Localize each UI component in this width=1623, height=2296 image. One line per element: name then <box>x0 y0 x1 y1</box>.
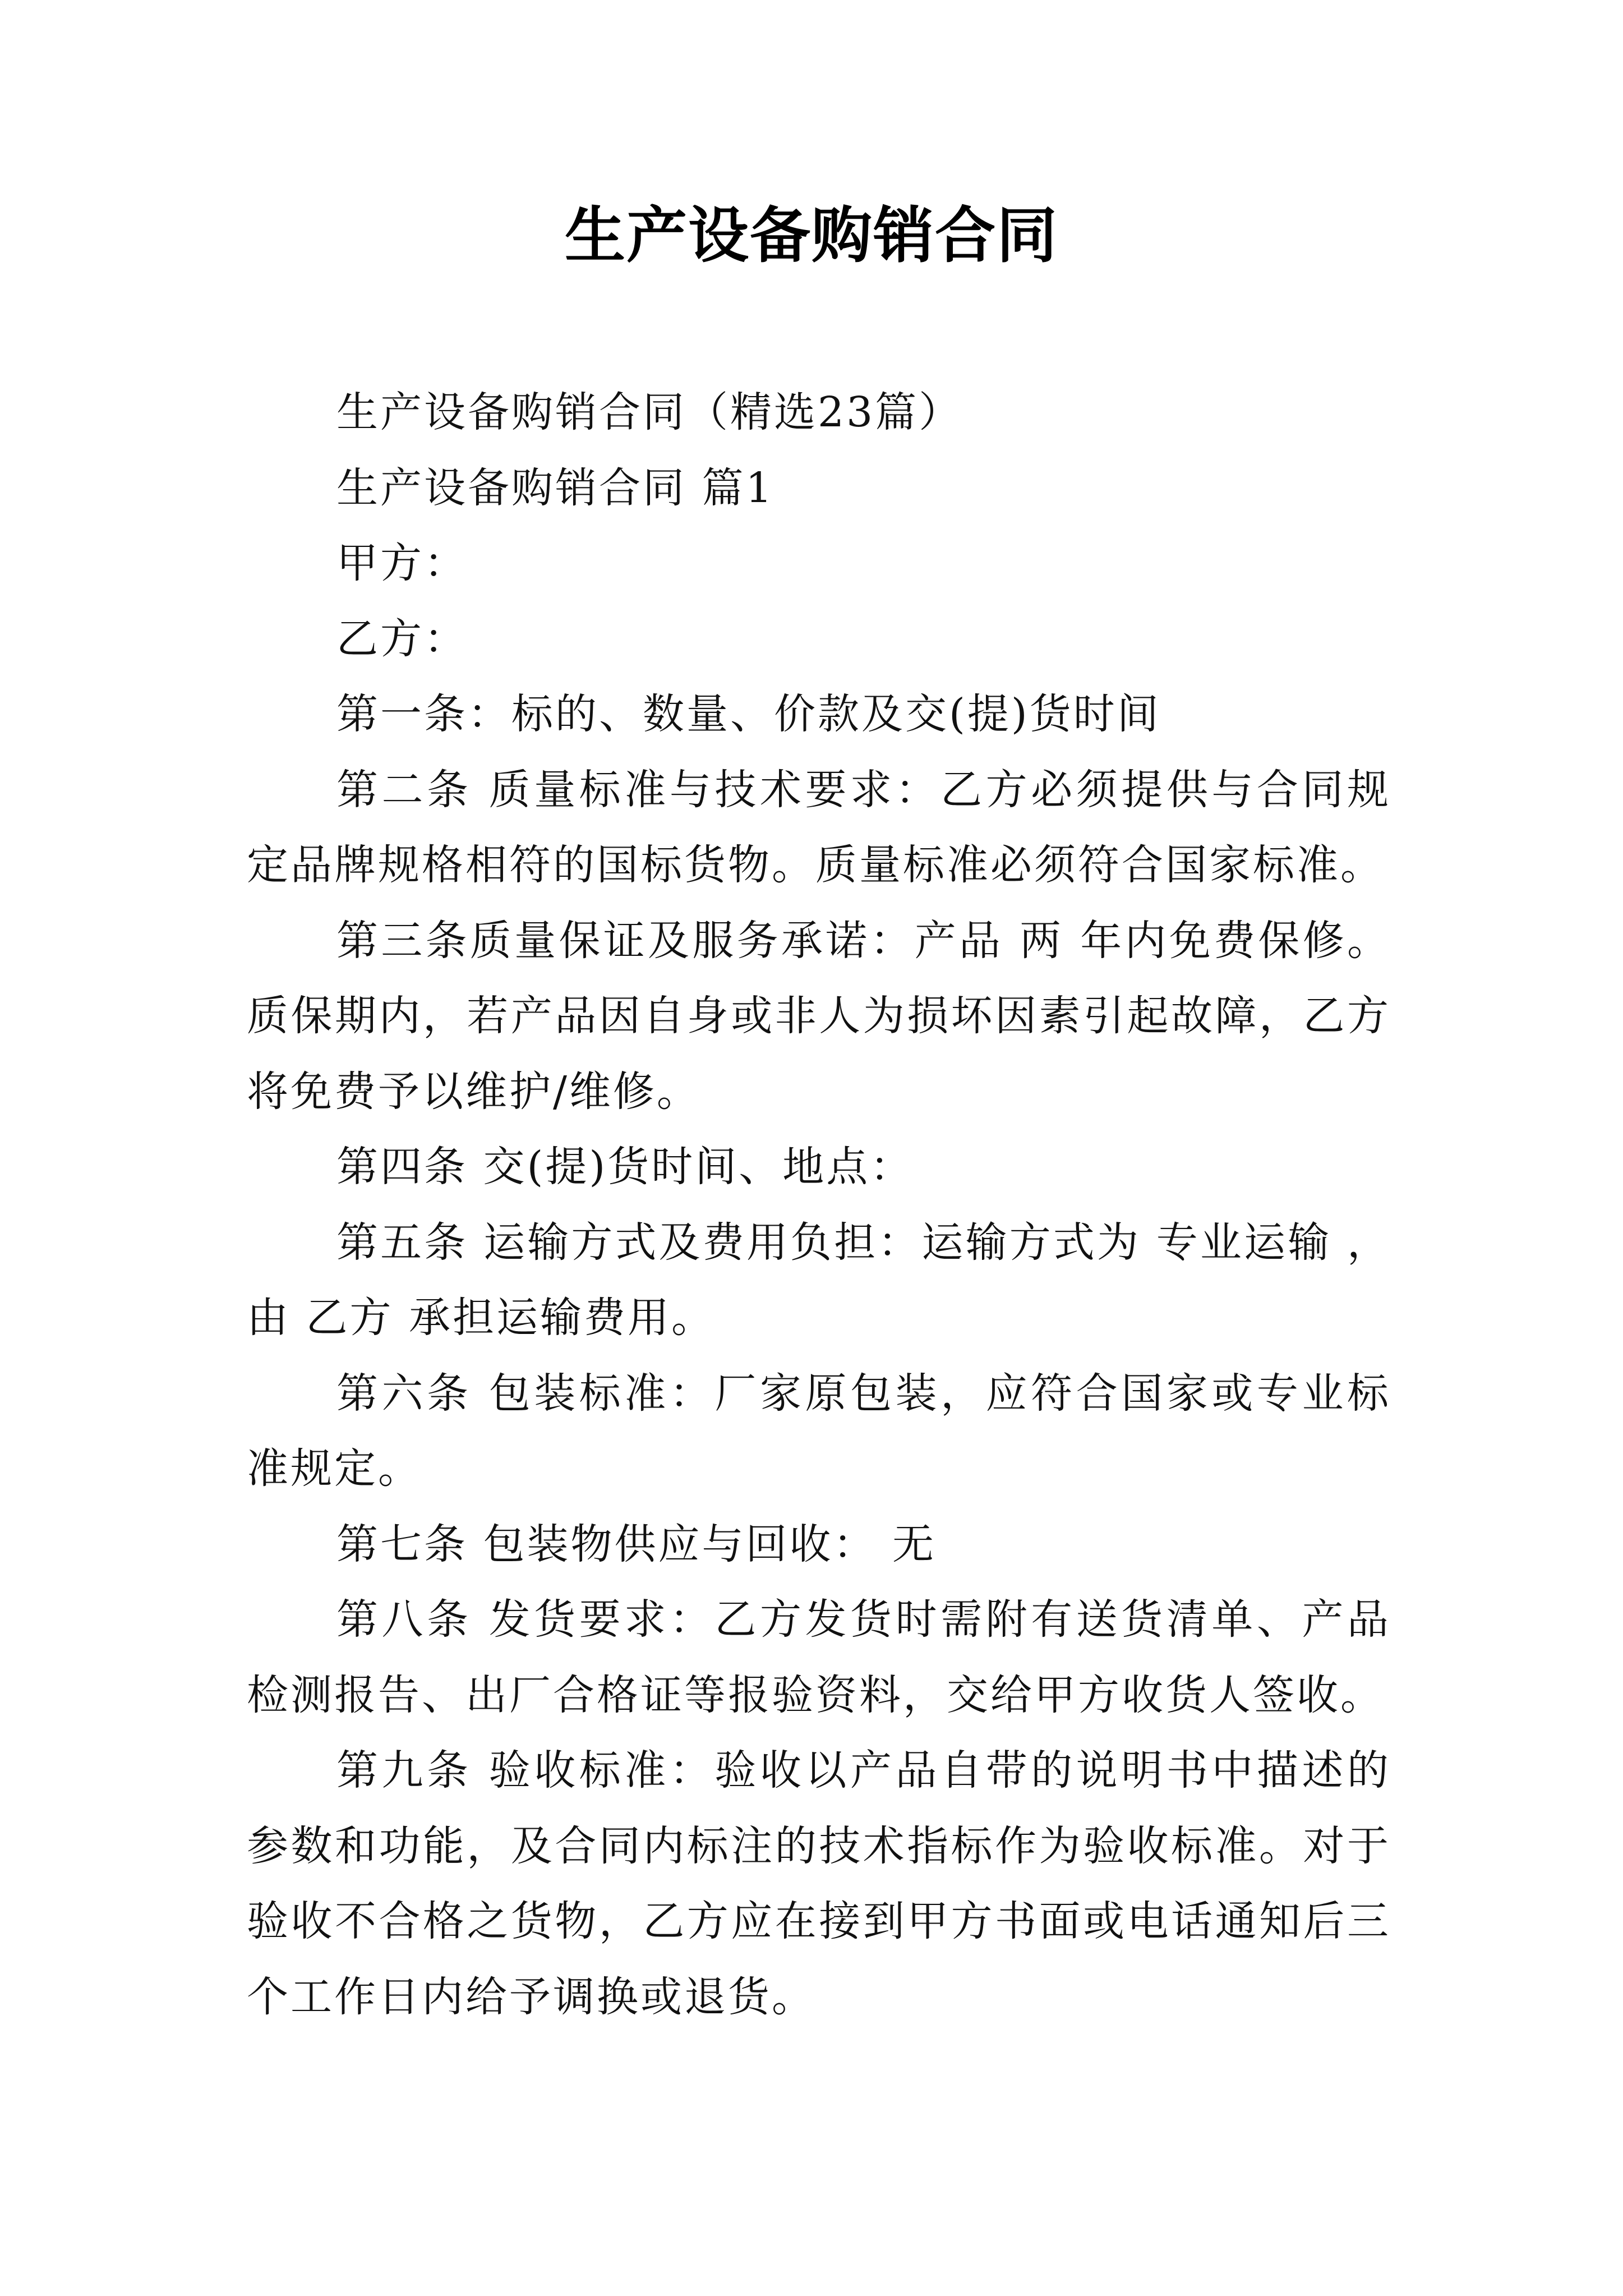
paragraph-article-3: 第三条质量保证及服务承诺：产品 两 年内免费保修。质保期内，若产品因自身或非人为损坏因素引起故障，乙方将免费予以维护/维修。 <box>247 916 1391 1116</box>
paragraph-article-7: 第七条 包装物供应与回收： 无 <box>336 1520 937 1568</box>
paragraph-article-6: 第六条 包装标准：厂家原包装，应符合国家或专业标准规定。 <box>247 1369 1391 1493</box>
paragraph-party-a: 甲方： <box>336 539 468 587</box>
paragraph-party-b: 乙方： <box>336 614 468 663</box>
document-body <box>247 375 1391 2035</box>
document-title: 生产设备购销合同 <box>564 200 1058 271</box>
paragraph-article-1: 第一条：标的、数量、价款及交(提)货时间 <box>336 690 1161 738</box>
paragraph-article-8: 第八条 发货要求：乙方发货时需附有送货清单、产品检测报告、出厂合格证等报验资料，交给甲方收货人签收。 <box>247 1595 1391 1719</box>
paragraph-article-9: 第九条 验收标准：验收以产品自带的说明书中描述的参数和功能，及合同内标注的技术指标作为验收标准。对于验收不合格之货物，乙方应在接到甲方书面或电话通知后三个工作日内给予调换或退货。 <box>247 1746 1391 2021</box>
paragraph-article-2: 第二条 质量标准与技术要求：乙方必须提供与合同规定品牌规格相符的国标货物。质量标准必须符合国家标准。 <box>247 765 1391 889</box>
paragraph-section-heading: 生产设备购销合同 篇1 <box>336 463 774 512</box>
paragraph-article-5: 第五条 运输方式及费用负担：运输方式为 专业运输 ，由 乙方 承担运输费用。 <box>247 1218 1391 1342</box>
paragraph-subtitle: 生产设备购销合同（精选23篇） <box>336 388 963 436</box>
paragraph-article-4: 第四条 交(提)货时间、地点： <box>336 1143 914 1191</box>
